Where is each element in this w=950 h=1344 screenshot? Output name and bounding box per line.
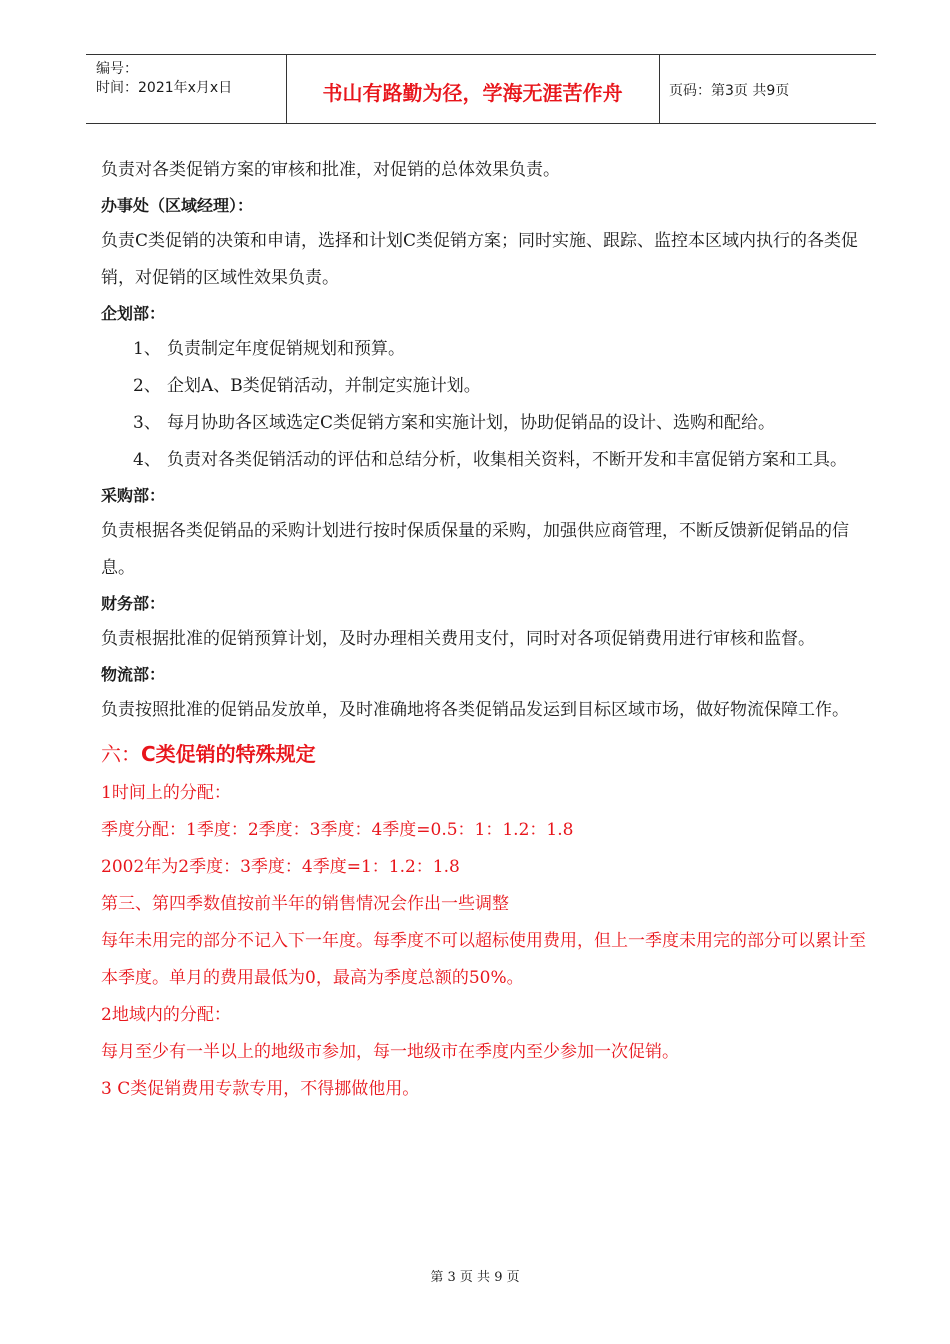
list-number: 1、 — [133, 339, 161, 359]
header-meta-cell — [86, 55, 287, 123]
list-text: 负责制定年度促销规划和预算。 — [167, 339, 405, 359]
time-label: 时间：2021年x月x日 — [96, 80, 233, 96]
planning-item-3 — [101, 405, 871, 442]
planning-item-1 — [101, 331, 871, 368]
page-footer: 第 3 页 共 9 页 — [430, 1270, 520, 1285]
purchasing-heading: 采购部： — [101, 486, 166, 505]
office-paragraph: 负责C类促销的决策和申请，选择和计划C类促销方案；同时实施、跟踪、监控本区域内执行的各类促销，对促销的区域性效果负责。 — [101, 231, 859, 288]
list-number: 4、 — [133, 450, 161, 470]
list-text: 每月协助各区域选定C类促销方案和实施计划，协助促销品的设计、选购和配给。 — [167, 413, 776, 433]
number-label: 编号： — [96, 61, 138, 77]
document-body — [101, 152, 871, 1108]
section-6-heading — [101, 733, 871, 775]
planning-heading: 企划部： — [101, 304, 166, 323]
rule-region-text: 每月至少有一半以上的地级市参加，每一地级市在季度内至少参加一次促销。 — [101, 1042, 679, 1062]
rule-carryover: 每年未用完的部分不记入下一年度。每季度不可以超标使用费用，但上一季度未用完的部分可以累计至本季度。单月的费用最低为0，最高为季度总额的50%。 — [101, 931, 866, 988]
finance-paragraph: 负责根据批准的促销预算计划，及时办理相关费用支付，同时对各项促销费用进行审核和监督。 — [101, 629, 815, 649]
planning-item-4 — [101, 442, 871, 479]
header-page-cell — [659, 55, 876, 123]
planning-item-2 — [101, 368, 871, 405]
list-number: 3、 — [133, 413, 161, 433]
finance-heading: 财务部： — [101, 594, 166, 613]
rule-earmarked: 3 C类促销费用专款专用，不得挪做他用。 — [101, 1079, 420, 1099]
logistics-heading: 物流部： — [101, 665, 166, 684]
list-number: 2、 — [133, 376, 161, 396]
section-6-title: C类促销的特殊规定 — [141, 742, 316, 766]
logistics-paragraph: 负责按照批准的促销品发放单，及时准确地将各类促销品发运到目标区域市场，做好物流保障工作。 — [101, 700, 849, 720]
purchasing-paragraph: 负责根据各类促销品的采购计划进行按时保质保量的采购，加强供应商管理，不断反馈新促销品的信息。 — [101, 521, 849, 578]
list-text: 企划A、B类促销活动，并制定实施计划。 — [167, 376, 481, 396]
rule-2002-ratio: 2002年为2季度：3季度：4季度=1：1.2：1.8 — [101, 857, 460, 877]
page-header — [86, 54, 876, 124]
intro-paragraph: 负责对各类促销方案的审核和批准，对促销的总体效果负责。 — [101, 160, 560, 180]
list-text: 负责对各类促销活动的评估和总结分析，收集相关资料，不断开发和丰富促销方案和工具。 — [167, 450, 847, 470]
rule-region-heading: 2地域内的分配： — [101, 1005, 231, 1025]
rule-adjustment: 第三、第四季数值按前半年的销售情况会作出一些调整 — [101, 894, 509, 914]
rule-time-heading: 1时间上的分配： — [101, 783, 231, 803]
header-motto-cell — [286, 55, 660, 123]
rule-quarter-ratio: 季度分配：1季度：2季度：3季度：4季度=0.5：1：1.2：1.8 — [101, 820, 574, 840]
section-6-prefix: 六： — [101, 742, 141, 766]
office-heading: 办事处（区域经理）： — [101, 196, 254, 215]
header-page-info: 页码：第3页 共9页 — [669, 83, 790, 99]
header-motto: 书山有路勤为径，学海无涯苦作舟 — [322, 81, 623, 105]
